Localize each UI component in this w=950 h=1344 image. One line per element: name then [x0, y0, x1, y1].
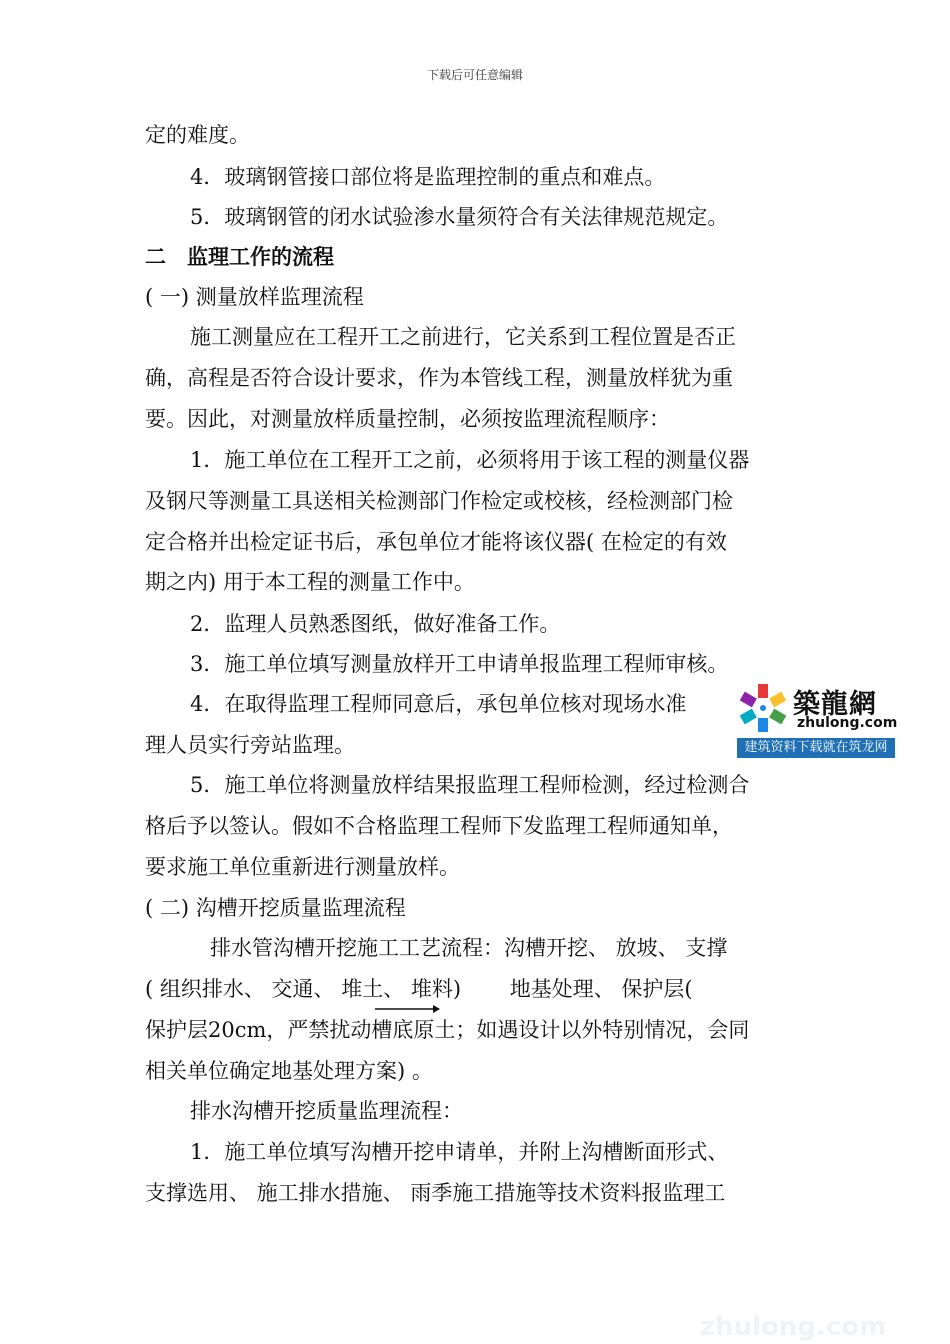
page-header: 下载后可任意编辑 — [426, 68, 523, 82]
text-line: 5．施工单位将测量放样结果报监理工程师检测，经过检测合 — [190, 773, 750, 797]
text-line: 2．监理人员熟悉图纸，做好准备工作。 — [190, 612, 561, 636]
text-line: 4．在取得监理工程师同意后，承包单位核对现场水准 — [190, 692, 687, 716]
logo-name: 築龍網 — [793, 689, 877, 720]
text-line: 排水管沟槽开挖施工工艺流程：沟槽开挖、 放坡、 支撑 — [210, 936, 728, 960]
text-line: 排水沟槽开挖质量监理流程： — [190, 1099, 463, 1123]
text-line: 支撑选用、 施工排水措施、 雨季施工措施等技术资料报监理工 — [145, 1181, 726, 1205]
zhulong-logo — [737, 682, 898, 758]
text-line: 保护层20cm，严禁扰动槽底原土；如遇设计以外特别情况，会同 — [145, 1018, 750, 1042]
text-line: 3．施工单位填写测量放样开工申请单报监理工程师审核。 — [190, 652, 729, 676]
text-line: 5．玻璃钢管的闭水试验渗水量须符合有关法律规范规定。 — [190, 205, 729, 229]
text-line: 施工测量应在工程开工之前进行，它关系到工程位置是否正 — [190, 325, 736, 349]
text-line: 4．玻璃钢管接口部位将是监理控制的重点和难点。 — [190, 165, 666, 189]
text-line: 相关单位确定地基处理方案) 。 — [145, 1059, 433, 1083]
text-line: 理人员实行旁站监理。 — [145, 733, 355, 757]
logo-tagline: 建筑资料下载就在筑龙网 — [737, 738, 895, 758]
text-line: ( 组织排水、 交通、 堆土、 堆料) 地基处理、 保护层( — [145, 977, 693, 1001]
text-line: 1．施工单位填写沟槽开挖申请单，并附上沟槽断面形式、 — [190, 1140, 729, 1164]
text-line: 期之内) 用于本工程的测量工作中。 — [145, 570, 475, 594]
snowflake-logo-icon — [737, 682, 789, 734]
text-line: 1．施工单位在工程开工之前，必须将用于该工程的测量仪器 — [190, 448, 750, 472]
subsection-heading: ( 一) 测量放样监理流程 — [145, 285, 364, 309]
flow-arrow-icon — [375, 1004, 440, 1014]
section-heading: 二 监理工作的流程 — [145, 244, 334, 269]
text-line: 定的难度。 — [145, 123, 250, 147]
text-line: 及钢尺等测量工具送相关检测部门作检定或校核，经检测部门检 — [145, 489, 733, 513]
watermark: zhulong.com — [700, 1312, 887, 1342]
text-line: 定合格并出检定证书后，承包单位才能将该仪器( 在检定的有效 — [145, 530, 727, 554]
logo-domain: zhulong.com — [797, 715, 898, 731]
text-line: 要。因此，对测量放样质量控制，必须按监理流程顺序： — [145, 407, 670, 431]
text-line: 格后予以签认。假如不合格监理工程师下发监理工程师通知单， — [145, 814, 733, 838]
text-line: 要求施工单位重新进行测量放样。 — [145, 855, 460, 879]
text-line: 确，高程是否符合设计要求，作为本管线工程，测量放样犹为重 — [145, 366, 733, 390]
subsection-heading: ( 二) 沟槽开挖质量监理流程 — [145, 896, 406, 920]
